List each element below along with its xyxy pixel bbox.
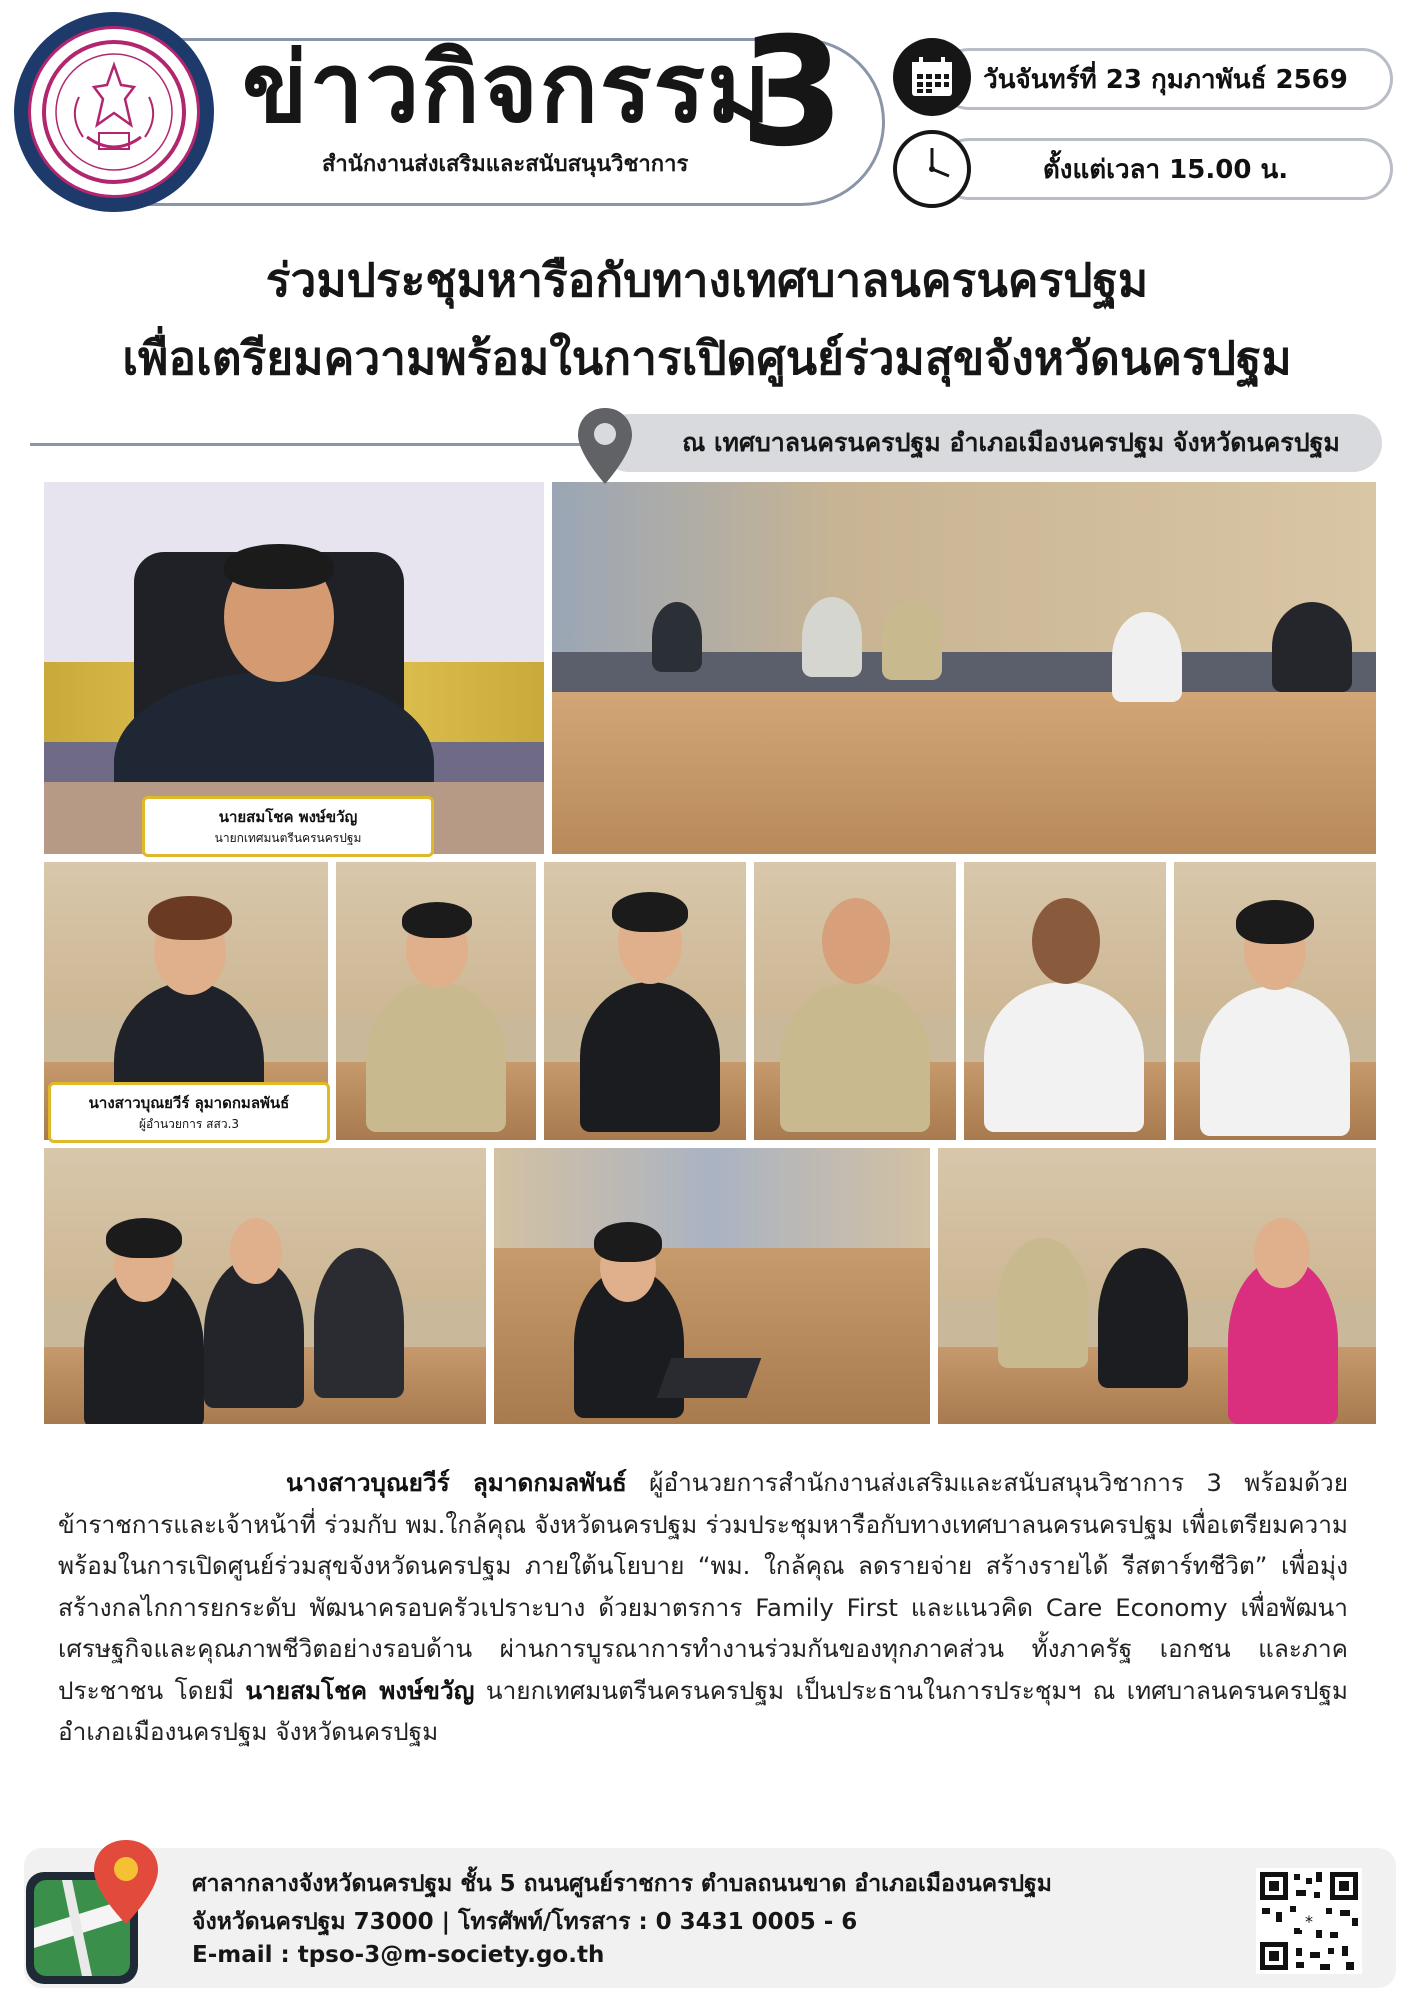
org-logo [14,12,214,212]
photo-meeting-room [552,482,1376,854]
body-text-part1: ผู้อำนวยการสำนักงานส่งเสริมและสนับสนุนวิชาการ 3 พร้อมด้วยข้าราชการและเจ้าหน้าที่ ร่วมกับ พม.ใกล้คุณ จังหวัดนครปฐม ร่วมประชุมหารือกับทางเทศบาลนครนครปฐม เพื่อเตรียมความพร้อมในการเปิดศูนย์ร่วมสุขจังหวัดนครปฐม ภายใต้นโยบาย “พม. ใกล้คุณ ลดรายจ่าย สร้างรายได้ รีสตาร์ทชีวิต” เพื่อมุ่งสร้างกลไกการยกระดับ พัฒนาครอบครัวเปราะบาง ด้วยมาตรการ Family First และแนวคิด Care Economy เพื่อพัฒนาเศรษฐกิจและคุณภาพชีวิตอย่างรอบด้าน ผ่านการบูรณาการทำงานร่วมกันของทุกภาคส่วน ทั้งภาครัฐ เอกชน และภาคประชาชน โดยมี [58,1468,1348,1705]
headline-line-1: ร่วมประชุมหารือกับทางเทศบาลนครนครปฐม [265,253,1149,307]
photo-official-woman [336,862,536,1140]
caption-director [48,1082,330,1143]
photo-attendees-left [44,1148,486,1424]
date-text: วันจันทร์ที่ 23 กุมภาพันธ์ 2569 [938,48,1393,110]
body-text-part2: นายกเทศมนตรีนครนครปฐม เป็นประธานในการประชุมฯ ณ เทศบาลนครนครปฐม อำเภอเมืองนครปฐม จังหวัดนครปฐม [58,1675,1348,1746]
photo-official-man [754,862,956,1140]
photo-officer-white [964,862,1166,1140]
header-number: 3 [740,6,845,180]
footer-address-line1: ศาลากลางจังหวัดนครปฐม ชั้น 5 ถนนศูนย์ราชการ ตำบลถนนขาด อำเภอเมืองนครปฐม [192,1871,1052,1897]
caption-director-name: นางสาวบุณยวีร์ ลุมาดกมลพันธ์ [88,1094,290,1112]
photo-attendees-center [494,1148,930,1424]
qr-code-icon[interactable] [1256,1868,1362,1974]
body-name-director: นางสาวบุณยวีร์ ลุมาดกมลพันธ์ [286,1468,627,1497]
photo-woman-uniform [1174,862,1376,1140]
map-location-icon [22,1838,162,1988]
location-divider [30,443,590,446]
header-title: ข่าวกิจกรรม [242,32,773,144]
date-block [893,38,1403,114]
calendar-icon [893,38,971,116]
office-name: สำนักงานส่งเสริมและสนับสนุนวิชาการ [322,152,689,177]
caption-director-role: ผู้อำนวยการ สสว.3 [138,1117,240,1131]
body-name-mayor: นายสมโชค พงษ์ขวัญ [245,1675,475,1705]
caption-mayor-role: นายกเทศมนตรีนครนครปฐม [214,831,362,845]
caption-mayor-name: นายสมโชค พงษ์ขวัญ [218,808,358,826]
clock-icon [893,130,971,208]
emblem-icon [39,37,189,187]
location-text: ณ เทศบาลนครนครปฐม อำเภอเมืองนครปฐม จังหวัดนครปฐม [600,414,1382,472]
svg-text:*: * [1305,1912,1313,1931]
photo-attendees-right [938,1148,1376,1424]
caption-mayor [142,796,434,857]
footer-address-line2: จังหวัดนครปฐม 73000 | โทรศัพท์/โทรสาร : 0 3431 0005 - 6 [192,1909,858,1935]
headline-line-2: เพื่อเตรียมความพร้อมในการเปิดศูนย์ร่วมสุขจังหวัดนครปฐม [122,331,1292,385]
footer-email[interactable]: E-mail : tpso-3@m-society.go.th [192,1942,605,1968]
location-pin-icon [574,406,636,486]
photo-woman-laptop [544,862,746,1140]
article-body [58,1462,1348,1753]
time-block [893,130,1403,206]
time-text: ตั้งแต่เวลา 15.00 น. [938,138,1393,200]
